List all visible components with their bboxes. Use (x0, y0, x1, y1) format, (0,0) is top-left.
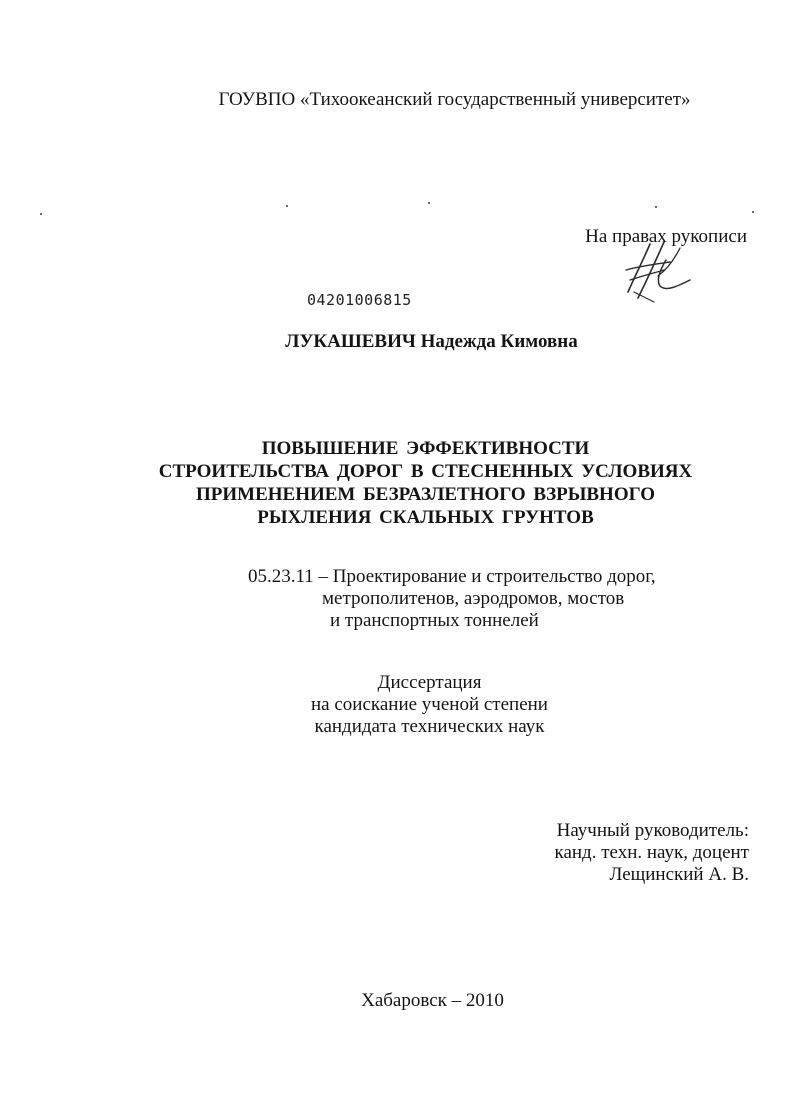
specialty-line: метрополитенов, аэродромов, мостов (322, 588, 625, 609)
degree-line: Диссертация (377, 672, 482, 693)
degree-line: кандидата технических наук (314, 716, 545, 737)
city-year: Хабаровск – 2010 (361, 990, 504, 1011)
signature (620, 240, 700, 306)
scan-speck (40, 213, 42, 215)
specialty-line: 05.23.11 – Проектирование и строительство дорог, (248, 566, 656, 587)
signature-scribble (620, 240, 700, 306)
title-line: ПРИМЕНЕНИЕМ БЕЗРАЗЛЕТНОГО ВЗРЫВНОГО (195, 484, 656, 505)
title-line: РЫХЛЕНИЯ СКАЛЬНЫХ ГРУНТОВ (257, 507, 594, 528)
title-line: СТРОИТЕЛЬСТВА ДОРОГ В СТЕСНЕННЫХ УСЛОВИЯХ (158, 461, 693, 482)
author-name: ЛУКАШЕВИЧ Надежда Кимовна (285, 331, 578, 352)
specialty-line: и транспортных тоннелей (330, 610, 539, 631)
degree-line: на соискание ученой степени (311, 694, 548, 715)
supervisor-block (555, 820, 749, 886)
title-line: ПОВЫШЕНИЕ ЭФФЕКТИВНОСТИ (261, 438, 590, 459)
specialty-code-block (248, 566, 656, 632)
institution-name: ГОУВПО «Тихоокеанский государственный университет» (218, 89, 691, 110)
manuscript-rights-note: На правах рукописи (585, 226, 747, 247)
degree-block (30, 672, 799, 738)
supervisor-line: Научный руководитель: (556, 820, 749, 841)
scan-speck (752, 211, 754, 213)
supervisor-line: Лещинский А. В. (609, 864, 749, 885)
scan-speck (286, 205, 288, 207)
scan-speck (428, 202, 430, 204)
supervisor-line: канд. техн. наук, доцент (554, 842, 749, 863)
scan-speck (655, 206, 657, 208)
dissertation-title (26, 437, 799, 529)
inventory-number: 04201006815 (307, 291, 412, 309)
